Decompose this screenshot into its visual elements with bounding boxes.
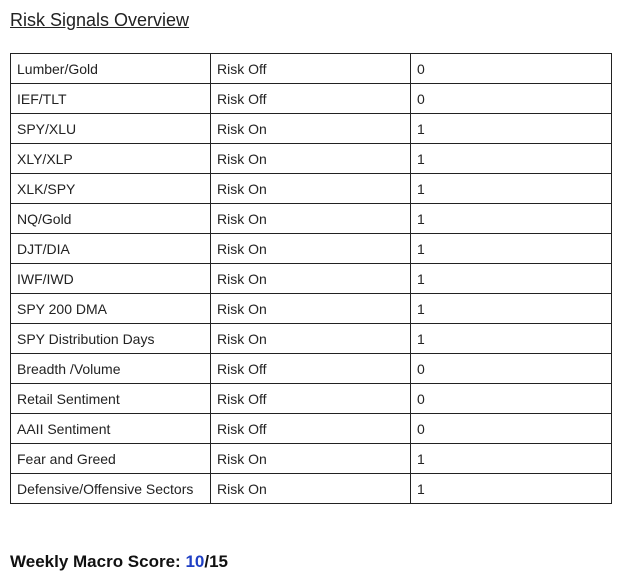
table-row [11, 84, 612, 114]
signal-score-cell: 0 [411, 384, 612, 414]
signal-status-cell: Risk On [211, 174, 411, 204]
weekly-macro-score-separator: / [204, 552, 210, 571]
signal-name-cell: Lumber/Gold [11, 54, 211, 84]
signal-name-cell: XLK/SPY [11, 174, 211, 204]
signal-score-cell: 0 [411, 54, 612, 84]
signal-name-cell: Breadth /Volume [11, 354, 211, 384]
signal-name-cell: Fear and Greed [11, 444, 211, 474]
signal-score-cell: 1 [411, 294, 612, 324]
signal-score-cell: 0 [411, 414, 612, 444]
signal-score-cell: 0 [411, 354, 612, 384]
signal-name-cell: SPY 200 DMA [11, 294, 211, 324]
weekly-macro-score-value: 10 [185, 552, 205, 571]
signal-status-cell: Risk On [211, 234, 411, 264]
table-row [11, 474, 612, 504]
signal-score-cell: 1 [411, 324, 612, 354]
table-row [11, 114, 612, 144]
signal-name-cell: Defensive/Offensive Sectors [11, 474, 211, 504]
signal-score-cell: 1 [411, 444, 612, 474]
page-title: Risk Signals Overview [10, 10, 190, 30]
signal-name-cell: AAII Sentiment [11, 414, 211, 444]
table-row [11, 294, 612, 324]
signal-status-cell: Risk On [211, 114, 411, 144]
table-row [11, 174, 612, 204]
signal-score-cell: 0 [411, 84, 612, 114]
table-row [11, 444, 612, 474]
signal-status-cell: Risk Off [211, 54, 411, 84]
table-row [11, 234, 612, 264]
risk-signals-table [10, 53, 612, 504]
signal-score-cell: 1 [411, 174, 612, 204]
table-row [11, 54, 612, 84]
signal-status-cell: Risk Off [211, 84, 411, 114]
weekly-macro-score-label: Weekly Macro Score: [10, 552, 186, 571]
weekly-macro-score-total: 15 [209, 552, 229, 571]
risk-signals-table-body [11, 54, 612, 504]
signal-status-cell: Risk On [211, 324, 411, 354]
signal-status-cell: Risk On [211, 444, 411, 474]
weekly-macro-score [10, 551, 228, 573]
signal-score-cell: 1 [411, 234, 612, 264]
signal-name-cell: NQ/Gold [11, 204, 211, 234]
signal-name-cell: Retail Sentiment [11, 384, 211, 414]
signal-name-cell: SPY Distribution Days [11, 324, 211, 354]
table-row [11, 144, 612, 174]
signal-name-cell: XLY/XLP [11, 144, 211, 174]
signal-status-cell: Risk On [211, 144, 411, 174]
signal-score-cell: 1 [411, 114, 612, 144]
signal-status-cell: Risk On [211, 294, 411, 324]
signal-status-cell: Risk On [211, 474, 411, 504]
signal-score-cell: 1 [411, 474, 612, 504]
signal-name-cell: IEF/TLT [11, 84, 211, 114]
table-row [11, 204, 612, 234]
signal-status-cell: Risk Off [211, 414, 411, 444]
signal-status-cell: Risk Off [211, 384, 411, 414]
table-row [11, 264, 612, 294]
signal-score-cell: 1 [411, 204, 612, 234]
table-row [11, 324, 612, 354]
signal-status-cell: Risk On [211, 264, 411, 294]
signal-score-cell: 1 [411, 144, 612, 174]
signal-status-cell: Risk On [211, 204, 411, 234]
table-row [11, 354, 612, 384]
signal-status-cell: Risk Off [211, 354, 411, 384]
signal-name-cell: DJT/DIA [11, 234, 211, 264]
table-row [11, 414, 612, 444]
signal-name-cell: SPY/XLU [11, 114, 211, 144]
table-row [11, 384, 612, 414]
signal-score-cell: 1 [411, 264, 612, 294]
signal-name-cell: IWF/IWD [11, 264, 211, 294]
